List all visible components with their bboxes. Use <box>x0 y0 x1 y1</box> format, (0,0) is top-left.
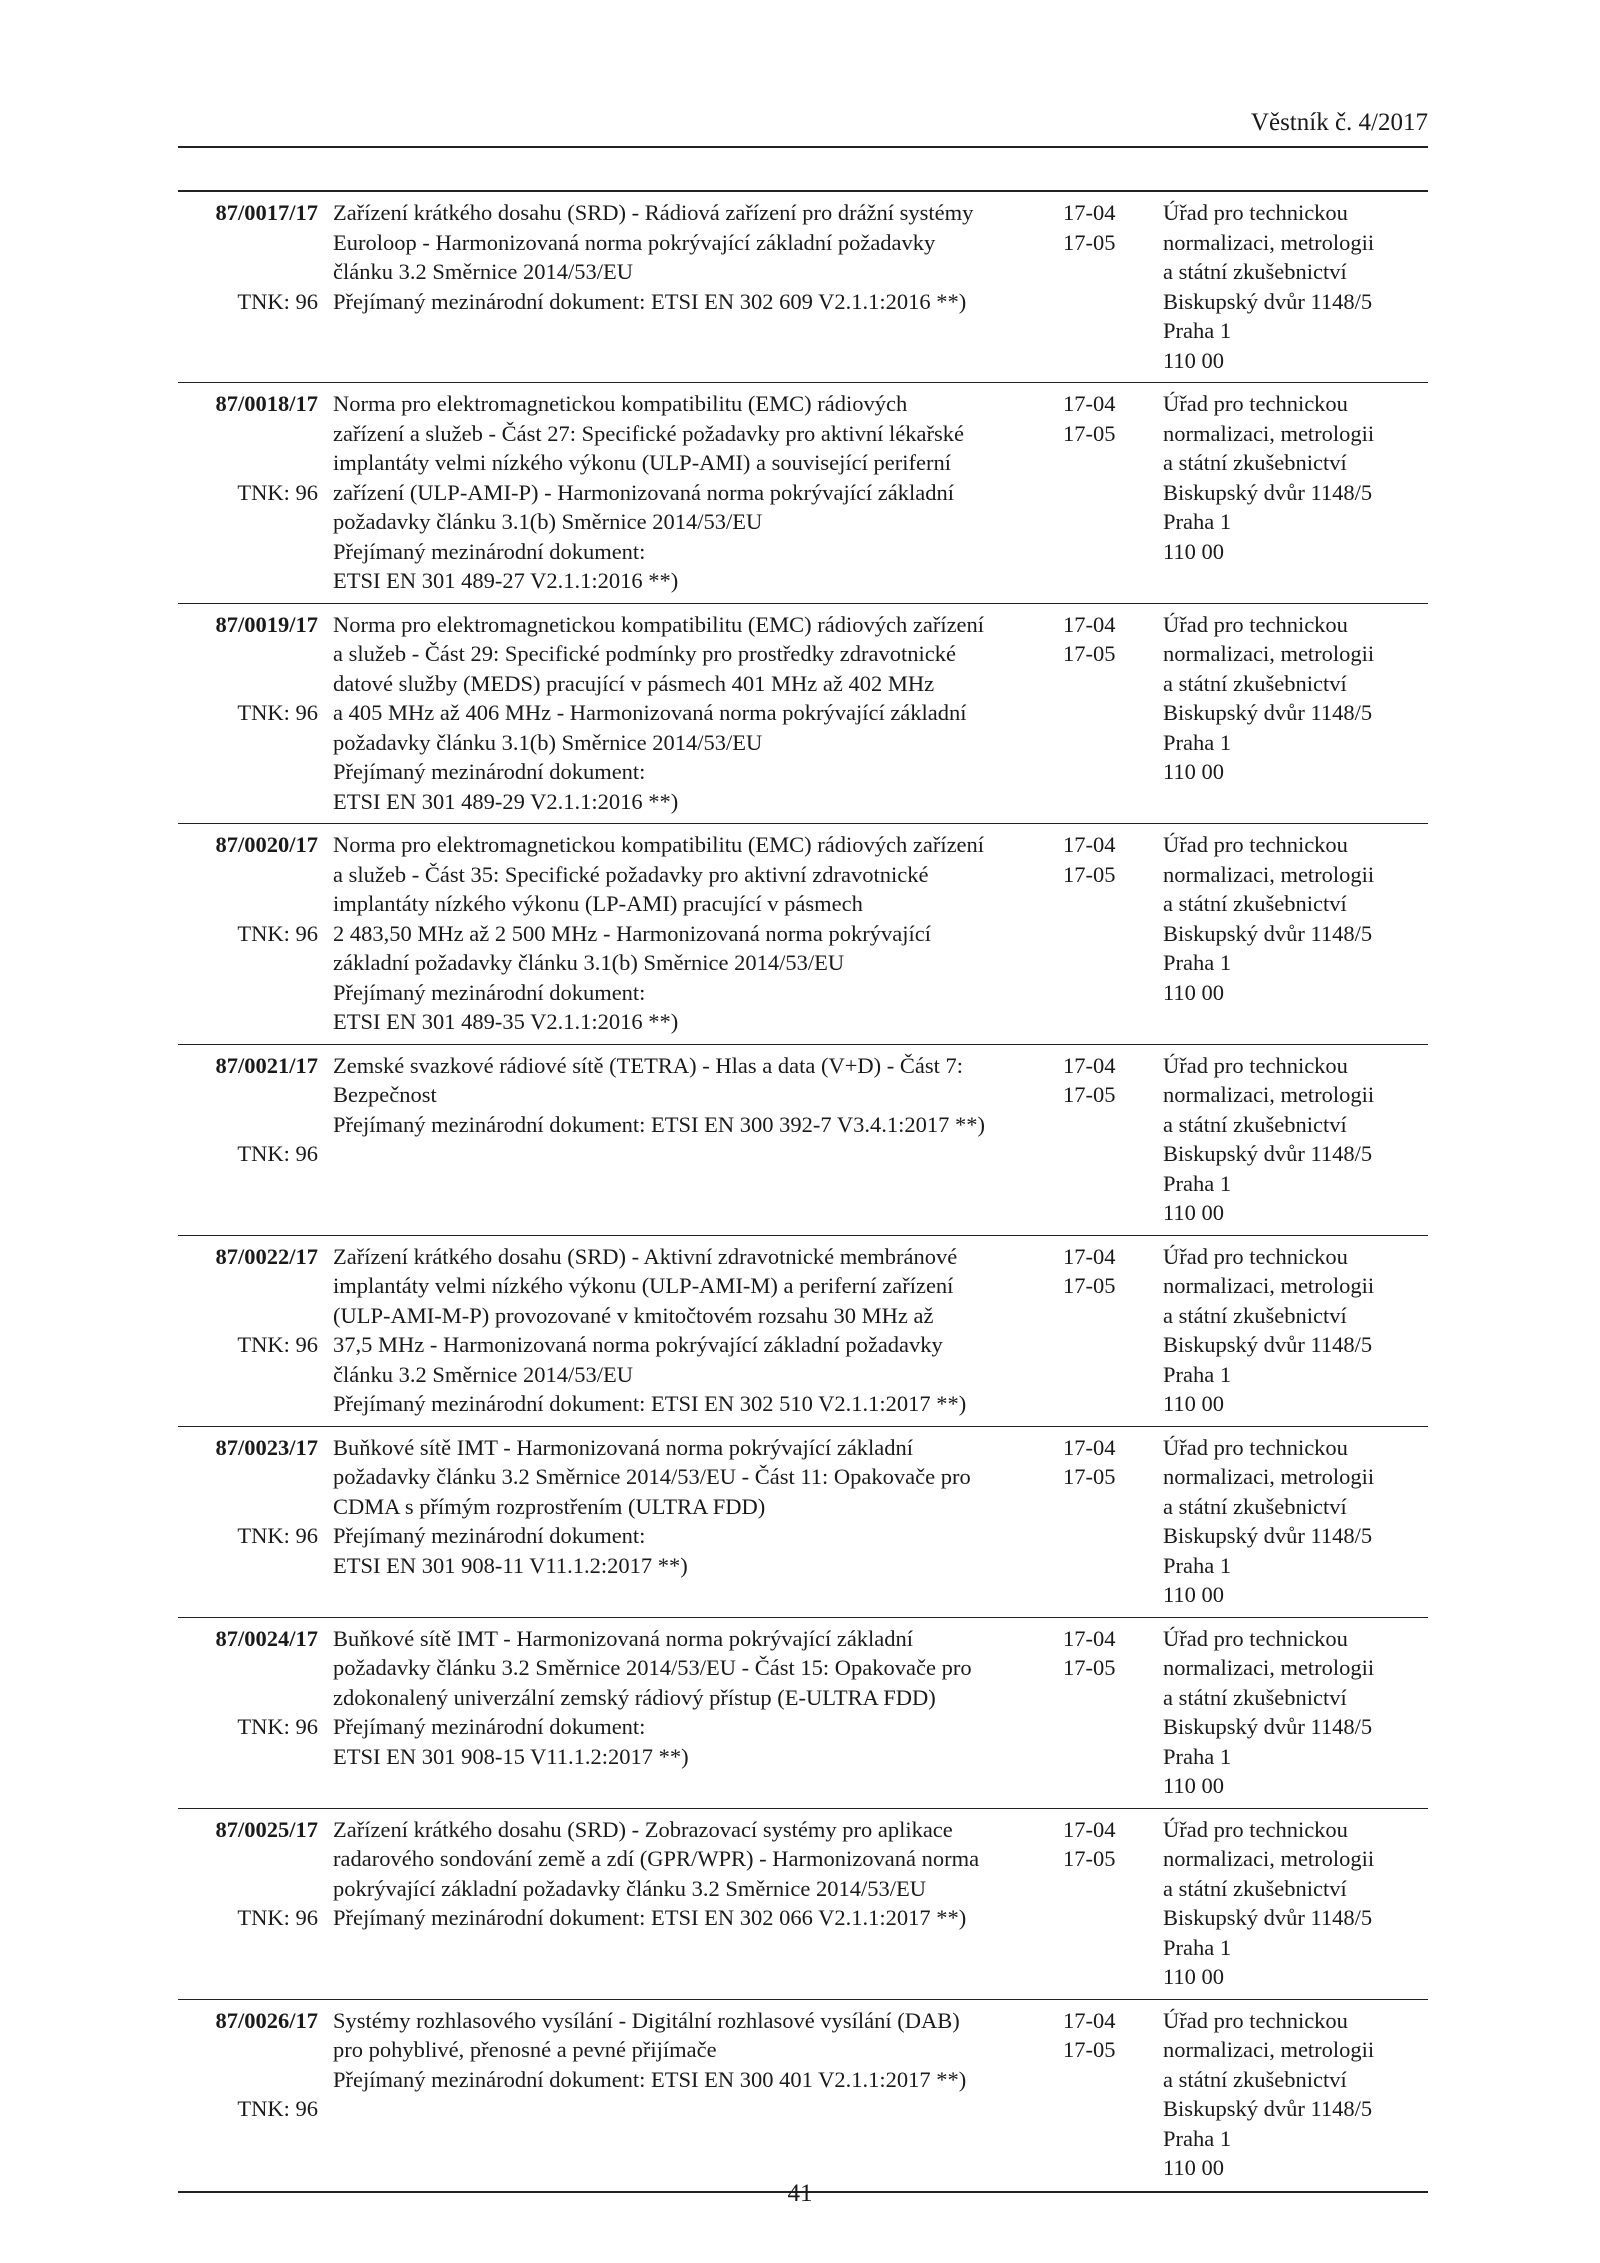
description-line: Přejímaný mezinárodní dokument: <box>333 1523 646 1548</box>
description-line: požadavky článku 3.1(b) Směrnice 2014/53/EU <box>333 509 763 534</box>
description-line: základní požadavky článku 3.1(b) Směrnice 2014/53/EU <box>333 950 845 975</box>
description-line: Přejímaný mezinárodní dokument: ETSI EN 302 510 V2.1.1:2017 **) <box>333 1391 967 1416</box>
classification-code: 17-05 <box>1063 1655 1116 1680</box>
authority-line: Praha 1 <box>1163 509 1232 534</box>
entry-id-column <box>178 610 318 640</box>
authority-line: Biskupský dvůr 1148/5 <box>1163 920 1373 946</box>
authority-line: Biskupský dvůr 1148/5 <box>1163 1332 1373 1357</box>
authority-line: normalizaci, metrologii <box>1163 1464 1375 1489</box>
entry-number: 87/0023/17 <box>215 1434 318 1460</box>
tnk-label: TNK: 96 <box>237 1905 318 1930</box>
description-line: Přejímaný mezinárodní dokument: ETSI EN 302 066 V2.1.1:2017 **) <box>333 1905 967 1930</box>
authority-line: 110 00 <box>1163 1200 1225 1225</box>
entry-authority <box>1163 1433 1428 1610</box>
authority-line: a státní zkušebnictví <box>1163 1493 1347 1519</box>
authority-line: Praha 1 <box>1163 729 1232 755</box>
standard-entry <box>178 604 1428 825</box>
authority-line: Biskupský dvůr 1148/5 <box>1163 288 1373 314</box>
authority-line: Úřad pro technickou <box>1163 200 1348 225</box>
authority-line: Úřad pro technickou <box>1163 2007 1348 2033</box>
authority-line: normalizaci, metrologii <box>1163 1846 1375 1871</box>
authority-line: Biskupský dvůr 1148/5 <box>1163 1714 1373 1739</box>
authority-line: Biskupský dvůr 1148/5 <box>1163 700 1373 725</box>
description-line: ETSI EN 301 489-35 V2.1.1:2016 **) <box>333 1009 679 1034</box>
authority-line: 110 00 <box>1163 2155 1225 2180</box>
description-line: článku 3.2 Směrnice 2014/53/EU <box>333 259 633 284</box>
description-line: implantáty nízkého výkonu (LP-AMI) pracující v pásmech <box>333 891 863 916</box>
entry-authority <box>1163 198 1428 375</box>
description-line: (ULP-AMI-M-P) provozované v kmitočtovém rozsahu 30 MHz až <box>333 1302 934 1328</box>
tnk-label: TNK: 96 <box>237 1332 318 1357</box>
description-line: implantáty velmi nízkého výkonu (ULP-AMI) a související periferní <box>333 450 951 475</box>
entry-number: 87/0019/17 <box>215 611 318 637</box>
entry-codes <box>1063 830 1153 889</box>
authority-line: a státní zkušebnictví <box>1163 450 1347 475</box>
description-line: Přejímaný mezinárodní dokument: <box>333 538 646 564</box>
entry-codes <box>1063 610 1153 669</box>
authority-line: a státní zkušebnictví <box>1163 1684 1347 1710</box>
description-line: a služeb - Část 29: Specifické podmínky pro prostředky zdravotnické <box>333 641 956 666</box>
standard-entry <box>178 1618 1428 1809</box>
authority-line: a státní zkušebnictví <box>1163 1302 1347 1328</box>
classification-code: 17-04 <box>1063 1243 1116 1269</box>
description-line: CDMA s přímým rozprostřením (ULTRA FDD) <box>333 1493 766 1519</box>
entry-codes <box>1063 1815 1153 1874</box>
entry-number: 87/0024/17 <box>215 1625 318 1651</box>
entry-number: 87/0020/17 <box>215 832 318 857</box>
description-line: Euroloop - Harmonizovaná norma pokrývající základní požadavky <box>333 229 936 255</box>
authority-line: a státní zkušebnictví <box>1163 1111 1347 1137</box>
classification-code: 17-04 <box>1063 832 1116 857</box>
description-line: Přejímaný mezinárodní dokument: <box>333 759 646 784</box>
authority-line: Praha 1 <box>1163 1552 1232 1578</box>
description-line: ETSI EN 301 908-15 V11.1.2:2017 **) <box>333 1743 689 1769</box>
entry-authority <box>1163 389 1428 566</box>
entry-authority <box>1163 1624 1428 1801</box>
authority-line: 110 00 <box>1163 538 1225 564</box>
authority-line: Praha 1 <box>1163 318 1232 343</box>
authority-line: 110 00 <box>1163 759 1225 784</box>
classification-code: 17-05 <box>1063 2037 1116 2062</box>
description-line: ETSI EN 301 489-29 V2.1.1:2016 **) <box>333 788 679 814</box>
authority-line: Biskupský dvůr 1148/5 <box>1163 1905 1373 1930</box>
classification-code: 17-05 <box>1063 1846 1116 1871</box>
description-line: datové služby (MEDS) pracující v pásmech 401 MHz až 402 MHz <box>333 670 935 696</box>
authority-line: 110 00 <box>1163 1582 1225 1607</box>
authority-line: 110 00 <box>1163 1773 1225 1798</box>
description-line: Bezpečnost <box>333 1082 437 1107</box>
authority-line: Praha 1 <box>1163 2125 1232 2151</box>
entry-authority <box>1163 830 1428 1007</box>
authority-line: Úřad pro technickou <box>1163 611 1348 637</box>
authority-line: 110 00 <box>1163 1964 1225 1989</box>
entry-id-column <box>178 1051 318 1081</box>
authority-line: a státní zkušebnictví <box>1163 670 1347 696</box>
standard-entry <box>178 1045 1428 1236</box>
standard-entry <box>178 824 1428 1045</box>
classification-code: 17-04 <box>1063 1816 1116 1842</box>
entry-authority <box>1163 1051 1428 1228</box>
description-line: Přejímaný mezinárodní dokument: ETSI EN 300 392-7 V3.4.1:2017 **) <box>333 1111 985 1137</box>
standard-entry <box>178 1809 1428 2000</box>
description-line: a 405 MHz až 406 MHz - Harmonizovaná norma pokrývající základní <box>333 700 967 725</box>
entry-id-column <box>178 1815 318 1845</box>
authority-line: a státní zkušebnictví <box>1163 259 1347 284</box>
entry-codes <box>1063 2006 1153 2065</box>
tnk-label: TNK: 96 <box>237 479 318 505</box>
description-line: implantáty velmi nízkého výkonu (ULP-AMI-M) a periferní zařízení <box>333 1273 954 1298</box>
description-line: 2 483,50 MHz až 2 500 MHz - Harmonizovaná norma pokrývající <box>333 920 931 946</box>
classification-code: 17-05 <box>1063 1273 1116 1298</box>
entry-authority <box>1163 1815 1428 1992</box>
page-number: 41 <box>787 2180 813 2207</box>
description-line: Buňkové sítě IMT - Harmonizovaná norma pokrývající základní <box>333 1434 914 1460</box>
classification-code: 17-04 <box>1063 1434 1116 1460</box>
entry-id-column <box>178 1433 318 1463</box>
authority-line: normalizaci, metrologii <box>1163 420 1375 446</box>
tnk-label: TNK: 96 <box>237 920 318 946</box>
description-line: pokrývající základní požadavky článku 3.2 Směrnice 2014/53/EU <box>333 1875 926 1901</box>
standard-entry <box>178 192 1428 383</box>
classification-code: 17-05 <box>1063 641 1116 666</box>
entry-number: 87/0026/17 <box>215 2007 318 2033</box>
authority-line: normalizaci, metrologii <box>1163 1273 1375 1298</box>
classification-code: 17-05 <box>1063 861 1116 887</box>
description-line: zdokonalený univerzální zemský rádiový přístup (E-ULTRA FDD) <box>333 1684 936 1710</box>
entry-number: 87/0021/17 <box>215 1052 318 1078</box>
authority-line: Praha 1 <box>1163 950 1232 975</box>
classification-code: 17-04 <box>1063 1052 1116 1078</box>
bulletin-title: Věstník č. 4/2017 <box>1250 109 1428 136</box>
page-header <box>178 108 1428 148</box>
entry-id-column <box>178 2006 318 2036</box>
description-line: Přejímaný mezinárodní dokument: <box>333 1714 646 1739</box>
entry-codes <box>1063 1051 1153 1110</box>
description-line: Zařízení krátkého dosahu (SRD) - Rádiová zařízení pro drážní systémy <box>333 200 974 225</box>
authority-line: normalizaci, metrologii <box>1163 1082 1375 1107</box>
entry-authority <box>1163 1242 1428 1419</box>
description-line: Norma pro elektromagnetickou kompatibilitu (EMC) rádiových zařízení <box>333 832 985 857</box>
tnk-label: TNK: 96 <box>237 1141 318 1166</box>
entry-authority <box>1163 610 1428 787</box>
authority-line: Úřad pro technickou <box>1163 832 1348 857</box>
description-line: Buňkové sítě IMT - Harmonizovaná norma pokrývající základní <box>333 1625 914 1651</box>
entry-codes <box>1063 1624 1153 1683</box>
authority-line: a státní zkušebnictví <box>1163 2066 1347 2092</box>
classification-code: 17-04 <box>1063 2007 1116 2033</box>
classification-code: 17-04 <box>1063 391 1116 416</box>
tnk-label: TNK: 96 <box>237 288 318 314</box>
description-line: požadavky článku 3.1(b) Směrnice 2014/53/EU <box>333 729 763 755</box>
authority-line: Praha 1 <box>1163 1743 1232 1769</box>
classification-code: 17-05 <box>1063 1464 1116 1489</box>
authority-line: Úřad pro technickou <box>1163 1052 1348 1078</box>
authority-line: normalizaci, metrologii <box>1163 229 1375 255</box>
authority-line: Úřad pro technickou <box>1163 391 1348 416</box>
description-line: požadavky článku 3.2 Směrnice 2014/53/EU - Část 11: Opakovače pro <box>333 1464 971 1489</box>
description-line: Zařízení krátkého dosahu (SRD) - Zobrazovací systémy pro aplikace <box>333 1816 953 1842</box>
entry-codes <box>1063 389 1153 448</box>
authority-line: a státní zkušebnictví <box>1163 891 1347 916</box>
authority-line: Úřad pro technickou <box>1163 1816 1348 1842</box>
authority-line: normalizaci, metrologii <box>1163 1655 1375 1680</box>
standard-entry <box>178 1427 1428 1618</box>
entry-number: 87/0018/17 <box>215 391 318 416</box>
description-line: ETSI EN 301 908-11 V11.1.2:2017 **) <box>333 1552 688 1578</box>
standard-entry <box>178 2000 1428 2191</box>
description-line: Přejímaný mezinárodní dokument: ETSI EN 302 609 V2.1.1:2016 **) <box>333 288 967 314</box>
authority-line: a státní zkušebnictví <box>1163 1875 1347 1901</box>
description-line: Norma pro elektromagnetickou kompatibilitu (EMC) rádiových <box>333 391 908 416</box>
entry-codes <box>1063 1433 1153 1492</box>
description-line: Přejímaný mezinárodní dokument: ETSI EN 300 401 V2.1.1:2017 **) <box>333 2066 967 2092</box>
classification-code: 17-05 <box>1063 229 1116 255</box>
entry-id-column <box>178 1624 318 1654</box>
authority-line: 110 00 <box>1163 979 1225 1005</box>
classification-code: 17-05 <box>1063 420 1116 446</box>
standard-entry <box>178 1236 1428 1427</box>
authority-line: Praha 1 <box>1163 1934 1232 1960</box>
authority-line: Praha 1 <box>1163 1361 1232 1387</box>
authority-line: 110 00 <box>1163 1391 1225 1416</box>
authority-line: normalizaci, metrologii <box>1163 2037 1375 2062</box>
description-line: Přejímaný mezinárodní dokument: <box>333 979 646 1005</box>
authority-line: Úřad pro technickou <box>1163 1434 1348 1460</box>
description-line: článku 3.2 Směrnice 2014/53/EU <box>333 1361 633 1387</box>
description-line: a služeb - Část 35: Specifické požadavky pro aktivní zdravotnické <box>333 861 929 887</box>
description-line: Zemské svazkové rádiové sítě (TETRA) - Hlas a data (V+D) - Část 7: <box>333 1052 963 1078</box>
entry-authority <box>1163 2006 1428 2183</box>
description-line: zařízení (ULP-AMI-P) - Harmonizovaná norma pokrývající základní <box>333 479 955 505</box>
authority-line: normalizaci, metrologii <box>1163 861 1375 887</box>
entry-id-column <box>178 830 318 860</box>
entry-codes <box>1063 198 1153 257</box>
description-line: radarového sondování země a zdí (GPR/WPR) - Harmonizovaná norma <box>333 1846 980 1871</box>
classification-code: 17-04 <box>1063 611 1116 637</box>
classification-code: 17-04 <box>1063 1625 1116 1651</box>
authority-line: Úřad pro technickou <box>1163 1243 1348 1269</box>
description-line: ETSI EN 301 489-27 V2.1.1:2016 **) <box>333 568 679 593</box>
entry-number: 87/0025/17 <box>215 1816 318 1842</box>
standard-entry <box>178 383 1428 604</box>
description-line: 37,5 MHz - Harmonizovaná norma pokrývající základní požadavky <box>333 1332 943 1357</box>
description-line: Zařízení krátkého dosahu (SRD) - Aktivní zdravotnické membránové <box>333 1243 958 1269</box>
standards-list <box>178 190 1428 2193</box>
description-line: pro pohyblivé, přenosné a pevné přijímače <box>333 2037 717 2062</box>
entry-number: 87/0017/17 <box>215 200 318 225</box>
authority-line: Biskupský dvůr 1148/5 <box>1163 1523 1373 1548</box>
authority-line: Biskupský dvůr 1148/5 <box>1163 479 1373 505</box>
tnk-label: TNK: 96 <box>237 1714 318 1739</box>
classification-code: 17-05 <box>1063 1082 1116 1107</box>
entry-id-column <box>178 198 318 228</box>
entry-id-column <box>178 389 318 419</box>
description-line: Norma pro elektromagnetickou kompatibilitu (EMC) rádiových zařízení <box>333 611 985 637</box>
tnk-label: TNK: 96 <box>237 2096 318 2121</box>
classification-code: 17-04 <box>1063 200 1116 225</box>
authority-line: Úřad pro technickou <box>1163 1625 1348 1651</box>
authority-line: normalizaci, metrologii <box>1163 641 1375 666</box>
authority-line: Biskupský dvůr 1148/5 <box>1163 1141 1373 1166</box>
entry-number: 87/0022/17 <box>215 1243 318 1269</box>
entry-id-column <box>178 1242 318 1272</box>
authority-line: Praha 1 <box>1163 1170 1232 1196</box>
authority-line: 110 00 <box>1163 347 1225 373</box>
entry-codes <box>1063 1242 1153 1301</box>
description-line: Systémy rozhlasového vysílání - Digitální rozhlasové vysílání (DAB) <box>333 2007 960 2033</box>
tnk-label: TNK: 96 <box>237 700 318 725</box>
description-line: požadavky článku 3.2 Směrnice 2014/53/EU - Část 15: Opakovače pro <box>333 1655 972 1680</box>
tnk-label: TNK: 96 <box>237 1523 318 1548</box>
description-line: zařízení a služeb - Část 27: Specifické požadavky pro aktivní lékařské <box>333 420 965 446</box>
authority-line: Biskupský dvůr 1148/5 <box>1163 2096 1373 2121</box>
